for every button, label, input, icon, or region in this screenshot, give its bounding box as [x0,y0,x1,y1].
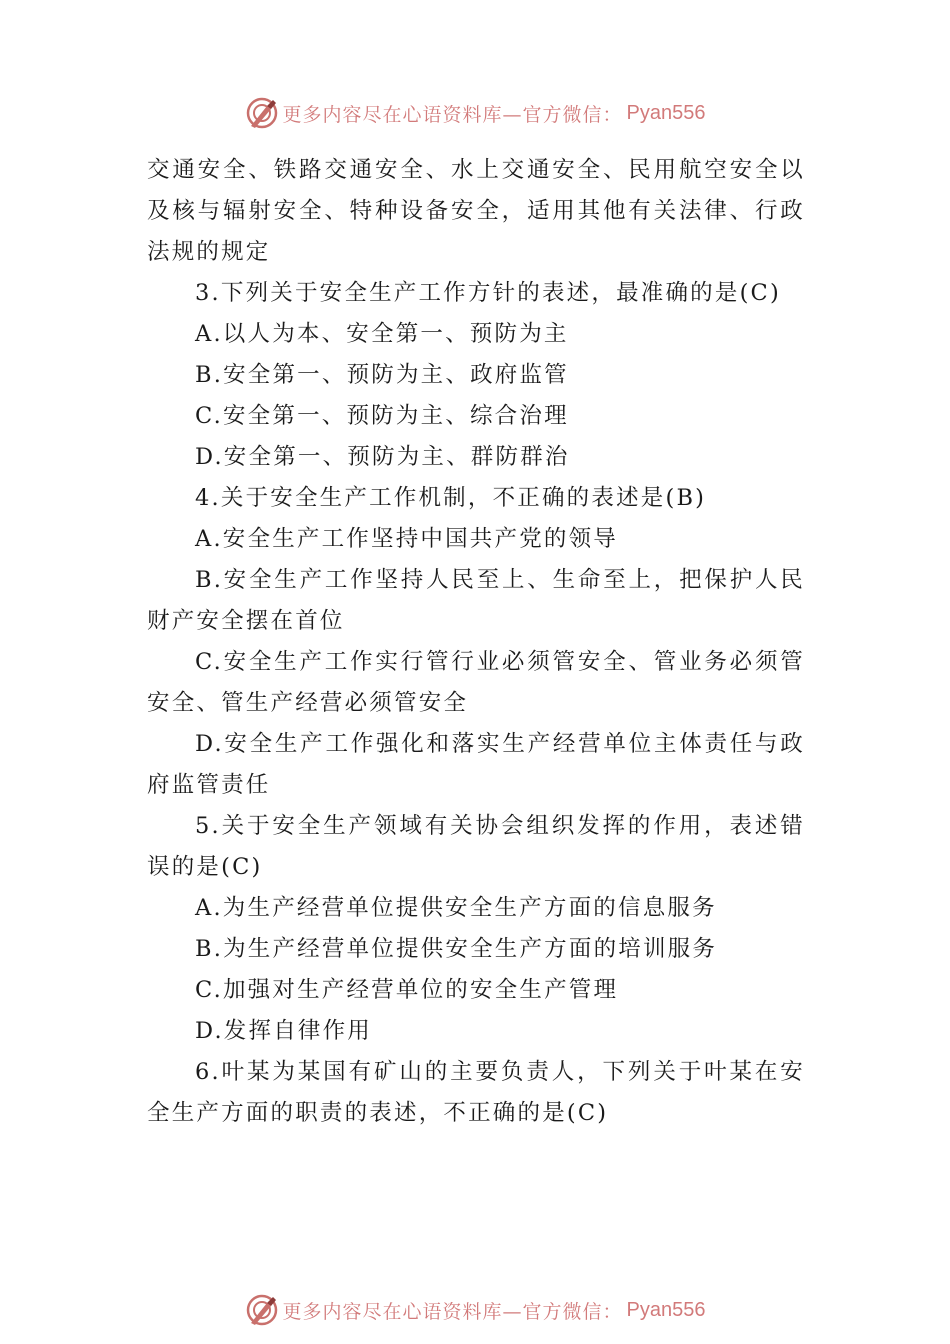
option-c: C.加强对生产经营单位的安全生产管理 [195,977,619,1003]
banner-text: 更多内容尽在心语资料库—官方微信： [282,103,623,126]
option-b: B.安全第一、预防为主、政府监管 [195,362,569,388]
brand-logo-icon [245,96,279,130]
header-banner [0,95,950,131]
option-b: B.为生产经营单位提供安全生产方面的培训服务 [195,936,718,962]
banner-text: 更多内容尽在心语资料库—官方微信： [282,1300,623,1323]
brand-logo-icon [245,1293,279,1327]
option-d: D.安全第一、预防为主、群防群治 [195,444,570,470]
option-c: C.安全生产工作实行管行业必须管安全、管业务必须管安全、管生产经营必须管安全 [147,649,805,716]
option-a: A.为生产经营单位提供安全生产方面的信息服务 [195,895,717,921]
footer-banner [0,1292,950,1328]
wechat-id: Pyan556 [626,101,706,124]
question-6: 6.叶某为某国有矿山的主要负责人，下列关于叶某在安全生产方面的职责的表述，不正确的是(C) [147,1059,805,1126]
option-b: B.安全生产工作坚持人民至上、生命至上，把保护人民财产安全摆在首位 [147,567,805,634]
document-body [147,150,805,1134]
option-c: C.安全第一、预防为主、综合治理 [195,403,569,429]
question-5: 5.关于安全生产领域有关协会组织发挥的作用，表述错误的是(C) [147,813,805,880]
option-d: D.安全生产工作强化和落实生产经营单位主体责任与政府监管责任 [147,731,805,798]
option-a: A.安全生产工作坚持中国共产党的领导 [195,526,619,552]
question-3: 3.下列关于安全生产工作方针的表述，最准确的是(C) [195,280,781,306]
wechat-id: Pyan556 [626,1298,706,1321]
paragraph: 交通安全、铁路交通安全、水上交通安全、民用航空安全以及核与辐射安全、特种设备安全，适用其他有关法律、行政法规的规定 [147,157,805,265]
option-a: A.以人为本、安全第一、预防为主 [195,321,569,347]
question-4: 4.关于安全生产工作机制，不正确的表述是(B) [195,485,707,511]
option-d: D.发挥自律作用 [195,1018,372,1044]
